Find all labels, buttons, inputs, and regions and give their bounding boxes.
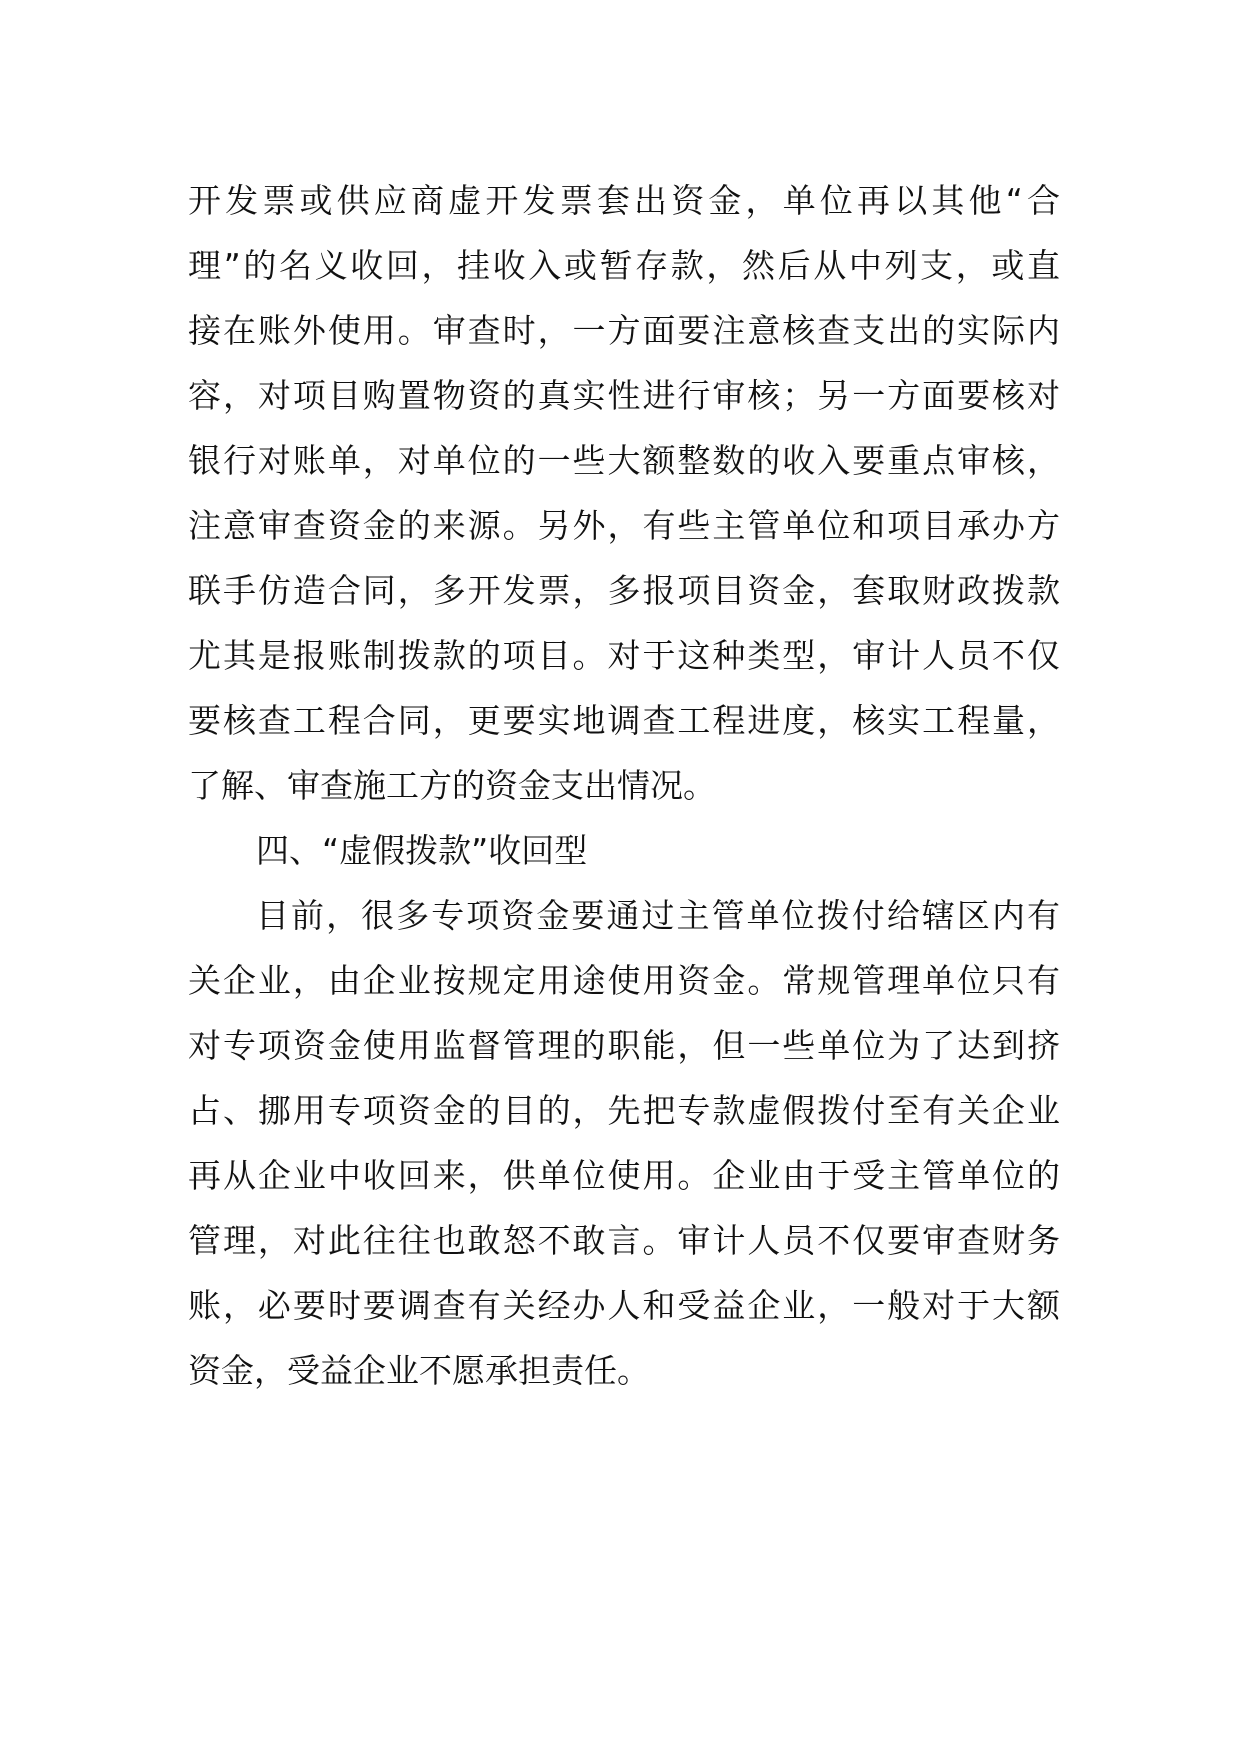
text-line: 关企业，由企业按规定用途使用资金。常规管理单位只有 <box>188 961 1060 1000</box>
text-line: 开发票或供应商虚开发票套出资金，单位再以其他“合 <box>188 181 1060 220</box>
document-body <box>188 168 1060 1403</box>
text-line: 账，必要时要调查有关经办人和受益企业，一般对于大额 <box>188 1286 1060 1325</box>
paragraph-continued <box>188 168 1060 818</box>
text-line: 管理，对此往往也敢怒不敢言。审计人员不仅要审查财务 <box>188 1221 1060 1260</box>
text-line: 了解、审查施工方的资金支出情况。 <box>188 766 716 805</box>
text-line: 目前，很多专项资金要通过主管单位拨付给辖区内有 <box>256 896 1060 935</box>
text-line: 占、挪用专项资金的目的，先把专款虚假拨付至有关企业 <box>188 1091 1060 1130</box>
text-line: 接在账外使用。审查时，一方面要注意核查支出的实际内 <box>188 311 1060 350</box>
text-line: 容，对项目购置物资的真实性进行审核；另一方面要核对 <box>188 376 1060 415</box>
text-line: 联手仿造合同，多开发票，多报项目资金，套取财政拨款 <box>188 571 1060 610</box>
text-line: 理”的名义收回，挂收入或暂存款，然后从中列支，或直 <box>188 246 1060 285</box>
text-line: 再从企业中收回来，供单位使用。企业由于受主管单位的 <box>188 1156 1060 1195</box>
paragraph-section4 <box>188 883 1060 1403</box>
text-line: 尤其是报账制拨款的项目。对于这种类型，审计人员不仅 <box>188 636 1060 675</box>
text-line: 银行对账单，对单位的一些大额整数的收入要重点审核， <box>188 441 1060 480</box>
section-heading: 四、“虚假拨款”收回型 <box>256 831 588 870</box>
text-line: 要核查工程合同，更要实地调查工程进度，核实工程量， <box>188 701 1060 740</box>
text-line: 对专项资金使用监督管理的职能，但一些单位为了达到挤 <box>188 1026 1060 1065</box>
text-line: 资金，受益企业不愿承担责任。 <box>188 1351 650 1390</box>
text-line: 注意审查资金的来源。另外，有些主管单位和项目承办方 <box>188 506 1060 545</box>
